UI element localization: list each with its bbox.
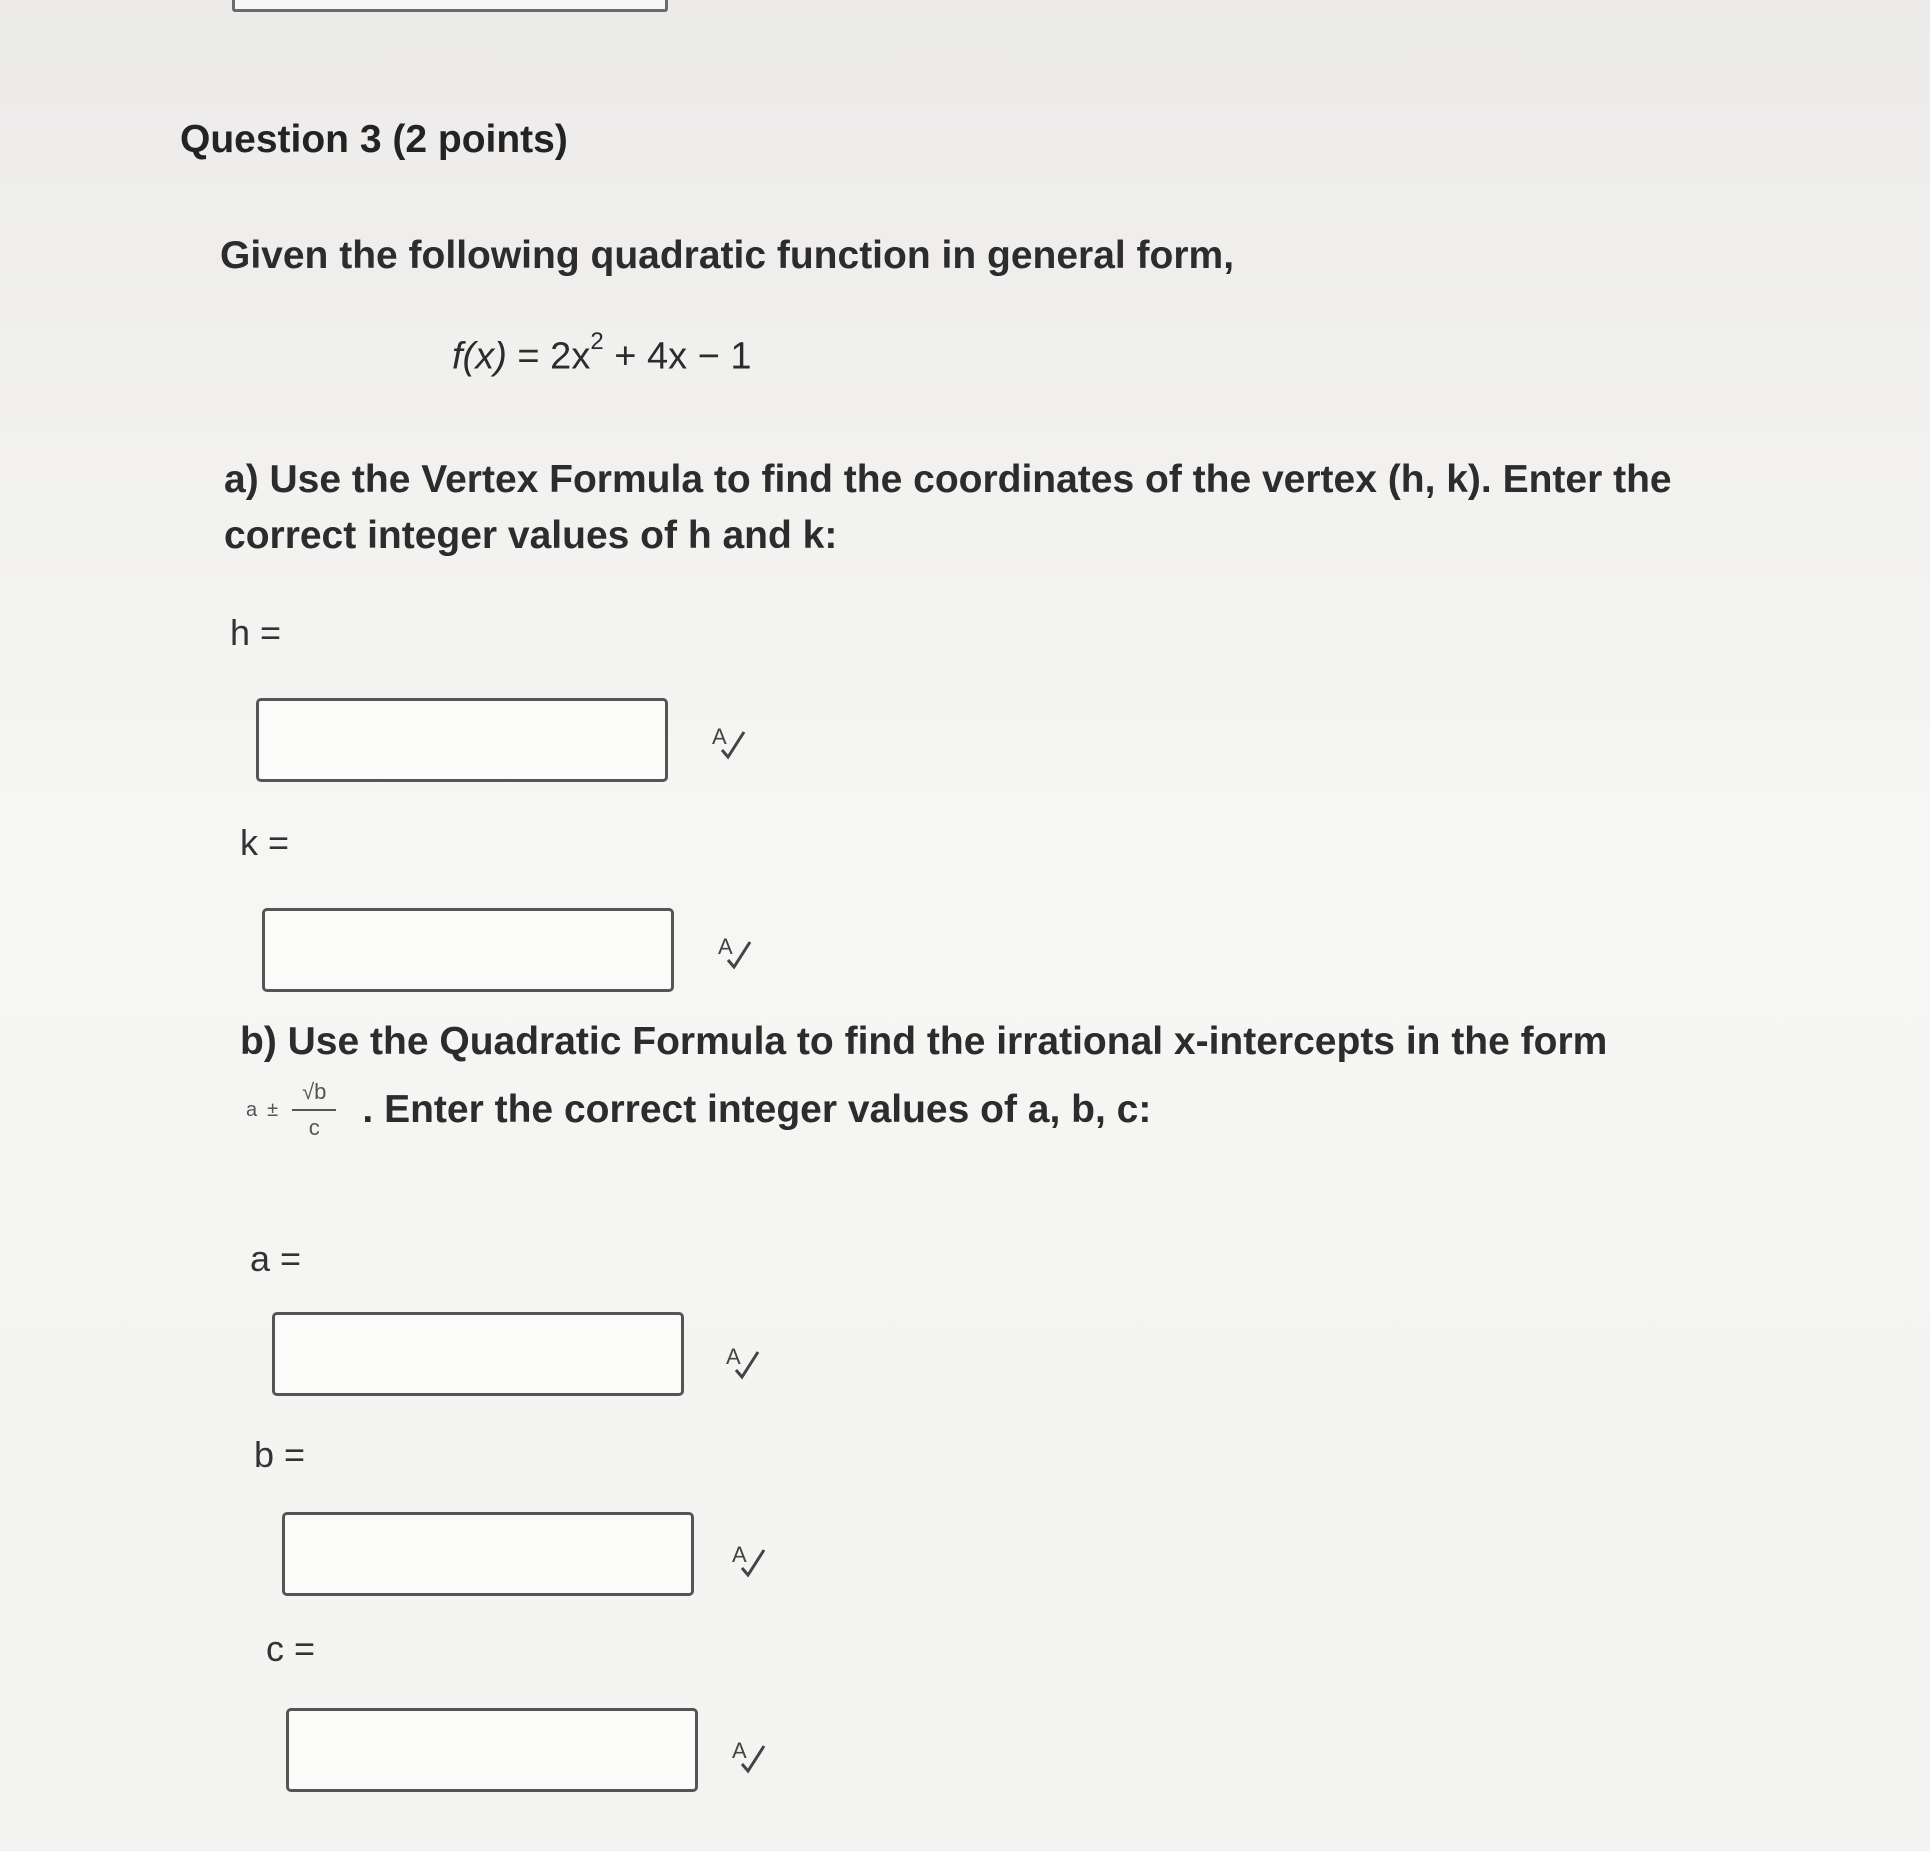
h-input[interactable] [256,698,668,782]
function-eq: = 2x [506,335,591,378]
spellcheck-icon[interactable] [724,1342,764,1382]
form-a: a [246,1098,258,1121]
spellcheck-icon[interactable] [710,722,750,762]
c-input[interactable] [286,1708,698,1792]
quadratic-function [452,328,752,379]
intercept-form-expression [246,1079,336,1141]
previous-question-box [232,0,668,12]
b-label: b = [254,1434,306,1475]
k-label: k = [240,822,290,863]
form-fraction [292,1079,336,1141]
form-denominator: c [308,1115,320,1140]
svg-text:A: A [732,1738,747,1763]
b-input[interactable] [282,1512,694,1596]
part-b-instruction: . Enter the correct integer values of a, b, c: [362,1088,1152,1131]
part-b-prompt-line2 [246,1070,1151,1150]
a-label: a = [250,1238,302,1279]
question-intro: Given the following quadratic function in general form, [220,234,1235,277]
function-rest: + 4x − 1 [603,335,752,378]
svg-text:A: A [732,1542,747,1567]
spellcheck-icon[interactable] [730,1540,770,1580]
function-exponent: 2 [590,328,604,355]
svg-text:A: A [718,934,733,959]
part-a-prompt: a) Use the Vertex Formula to find the coordinates of the vertex (h, k). Enter the correct integer values of h and k: [224,458,1672,557]
spellcheck-icon[interactable] [716,932,756,972]
k-input[interactable] [262,908,674,992]
form-plus-minus: ± [267,1098,279,1121]
part-b-prompt-line1: b) Use the Quadratic Formula to find the irrational x-intercepts in the form [240,1020,1608,1063]
question-title: Question 3 (2 points) [180,118,568,161]
svg-text:A: A [712,724,727,749]
form-numerator: √b [292,1079,336,1111]
h-label: h = [230,612,282,653]
function-lhs: f(x) [452,335,507,378]
svg-text:A: A [726,1344,741,1369]
spellcheck-icon[interactable] [730,1736,770,1776]
a-input[interactable] [272,1312,684,1396]
c-label: c = [266,1628,316,1669]
